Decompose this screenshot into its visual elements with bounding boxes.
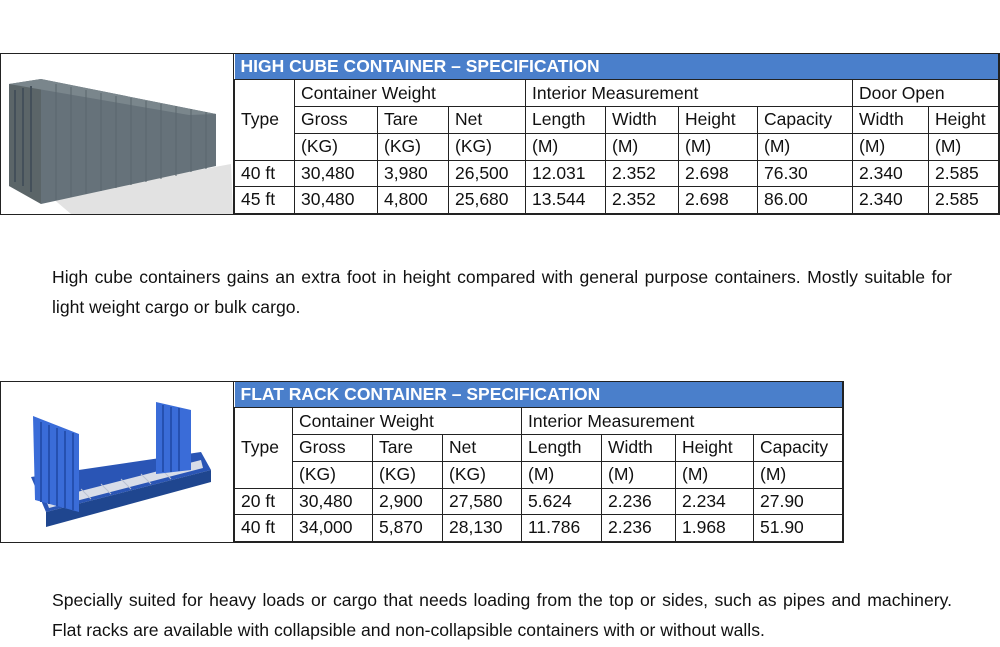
flat-rack-title: FLAT RACK CONTAINER – SPECIFICATION [235,382,843,408]
container-weight-header: Container Weight [295,80,526,107]
table-row [235,515,843,542]
row-type: 20 ft [235,488,293,515]
table-cell: 2.352 [606,160,679,187]
column-header: Height [679,107,758,134]
table-cell: 12.031 [526,160,606,187]
unit-cell: (M) [758,133,853,160]
unit-cell: (KG) [295,133,378,160]
unit-cell: (M) [606,133,679,160]
column-header: Length [522,435,602,462]
row-type: 40 ft [235,515,293,542]
type-header: Type [235,80,295,160]
table-cell: 30,480 [295,187,378,214]
unit-cell: (M) [602,461,676,488]
column-header: Gross [295,107,378,134]
table-cell: 4,800 [378,187,449,214]
table-cell: 2.585 [929,160,999,187]
unit-cell: (M) [522,461,602,488]
high-cube-title: HIGH CUBE CONTAINER – SPECIFICATION [235,54,999,80]
unit-cell: (KG) [449,133,526,160]
table-cell: 3,980 [378,160,449,187]
column-header: Tare [378,107,449,134]
table-cell: 2.698 [679,160,758,187]
table-cell: 2.236 [602,488,676,515]
unit-cell: (KG) [378,133,449,160]
table-cell: 2.234 [676,488,754,515]
table-cell: 27.90 [754,488,843,515]
unit-cell: (M) [929,133,999,160]
table-cell: 2.340 [853,187,929,214]
table-cell: 2,900 [373,488,443,515]
unit-cell: (KG) [373,461,443,488]
table-cell: 30,480 [293,488,373,515]
unit-cell: (KG) [443,461,522,488]
column-header: Capacity [758,107,853,134]
interior-measurement-header: Interior Measurement [522,408,843,435]
column-header: Net [449,107,526,134]
table-cell: 27,580 [443,488,522,515]
column-header: Net [443,435,522,462]
high-cube-container-image [1,54,234,214]
table-cell: 1.968 [676,515,754,542]
high-cube-spec-panel [0,53,1000,215]
type-header: Type [235,408,293,488]
table-cell: 26,500 [449,160,526,187]
table-cell: 11.786 [522,515,602,542]
table-cell: 51.90 [754,515,843,542]
row-type: 45 ft [235,187,295,214]
table-cell: 5.624 [522,488,602,515]
container-weight-header: Container Weight [293,408,522,435]
flat-rack-spec-panel [0,381,844,543]
table-row [235,488,843,515]
table-cell: 13.544 [526,187,606,214]
unit-cell: (M) [754,461,843,488]
flat-rack-container-image [1,382,234,542]
row-type: 40 ft [235,160,295,187]
table-row [235,187,999,214]
table-cell: 34,000 [293,515,373,542]
table-cell: 5,870 [373,515,443,542]
column-header: Gross [293,435,373,462]
door-open-header: Door Open [853,80,999,107]
column-header: Height [929,107,999,134]
high-cube-spec-table [234,54,999,214]
column-header: Width [602,435,676,462]
table-cell: 2.236 [602,515,676,542]
table-cell: 76.30 [758,160,853,187]
unit-cell: (M) [676,461,754,488]
table-cell: 2.698 [679,187,758,214]
table-cell: 2.352 [606,187,679,214]
table-cell: 2.340 [853,160,929,187]
unit-cell: (M) [853,133,929,160]
table-cell: 86.00 [758,187,853,214]
column-header: Height [676,435,754,462]
unit-cell: (M) [526,133,606,160]
flat-rack-description: Specially suited for heavy loads or cargo that needs loading from the top or sides, such as pipes and machinery. Flat racks are available with collapsible and non-collapsible containers with or without walls. [52,590,952,640]
unit-cell: (M) [679,133,758,160]
high-cube-description: High cube containers gains an extra foot in height compared with general purpose containers. Mostly suitable for light weight cargo or bulk cargo. [52,267,952,317]
column-header: Width [853,107,929,134]
table-cell: 25,680 [449,187,526,214]
column-header: Width [606,107,679,134]
column-header: Tare [373,435,443,462]
table-cell: 2.585 [929,187,999,214]
table-cell: 28,130 [443,515,522,542]
column-header: Capacity [754,435,843,462]
column-header: Length [526,107,606,134]
table-row [235,160,999,187]
unit-cell: (KG) [293,461,373,488]
table-cell: 30,480 [295,160,378,187]
flat-rack-spec-table [234,382,843,542]
interior-measurement-header: Interior Measurement [526,80,853,107]
